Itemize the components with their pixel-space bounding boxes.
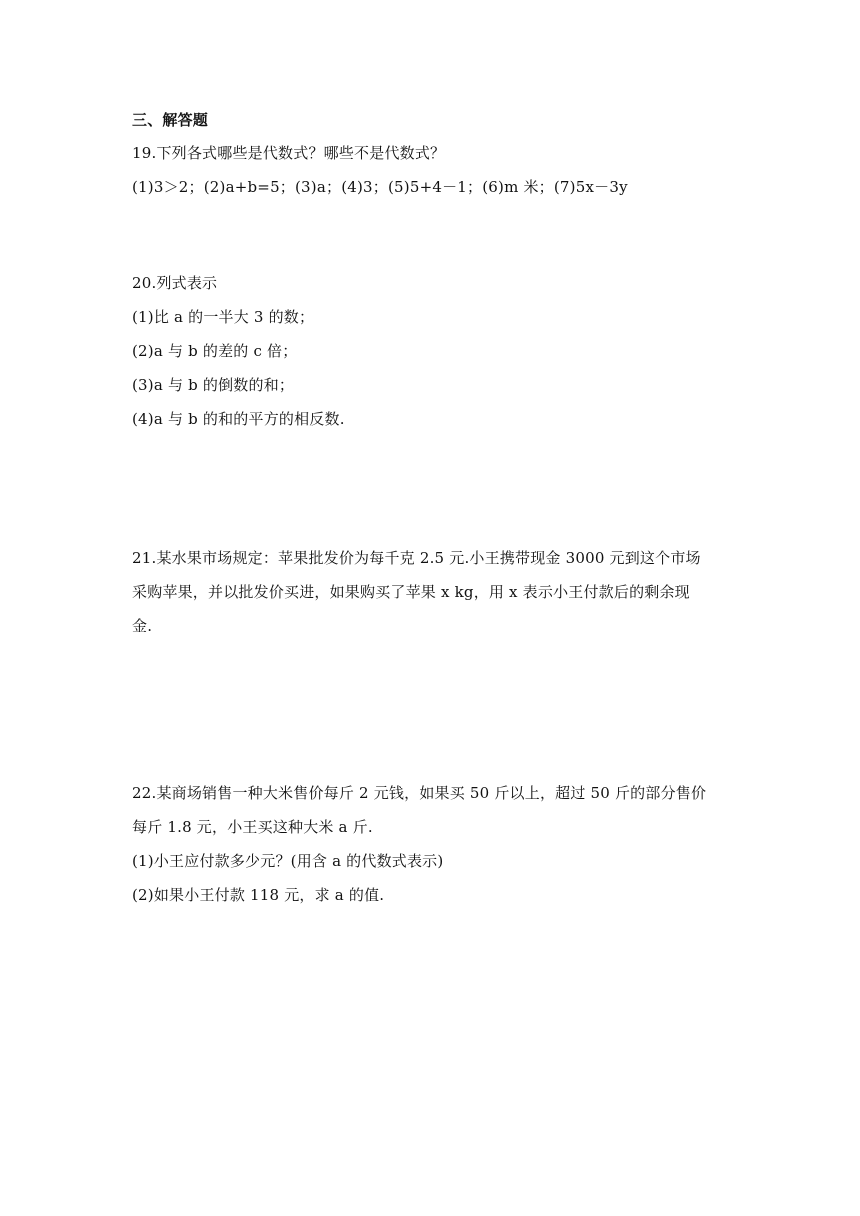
question-19-stem: 19.下列各式哪些是代数式？哪些不是代数式？ (132, 144, 446, 162)
question-20-part-2: (2)a 与 b 的差的 c 倍； (132, 342, 298, 360)
question-21-line-2: 采购苹果，并以批发价买进，如果购买了苹果 x kg，用 x 表示小王付款后的剩余现 (132, 583, 690, 601)
question-19-items: (1)3＞2；(2)a+b=5；(3)a；(4)3；(5)5+4－1；(6)m 米；(7)5x－3y (132, 178, 628, 196)
question-21-line-1: 21.某水果市场规定：苹果批发价为每千克 2.5 元.小王携带现金 3000 元到这个市场 (132, 549, 701, 567)
question-22-line-2: 每斤 1.8 元，小王买这种大米 a 斤. (132, 818, 373, 836)
question-20-part-4: (4)a 与 b 的和的平方的相反数. (132, 410, 345, 428)
question-21-line-3: 金. (132, 617, 153, 635)
question-20-part-1: (1)比 a 的一半大 3 的数； (132, 308, 315, 326)
question-22-part-2: (2)如果小王付款 118 元，求 a 的值. (132, 886, 385, 904)
question-20-stem: 20.列式表示 (132, 274, 218, 292)
question-22-line-1: 22.某商场销售一种大米售价每斤 2 元钱，如果买 50 斤以上，超过 50 斤的部分售价 (132, 784, 707, 802)
question-22-part-1: (1)小王应付款多少元？(用含 a 的代数式表示) (132, 852, 444, 870)
section-heading: 三、解答题 (132, 111, 209, 129)
question-20-part-3: (3)a 与 b 的倒数的和； (132, 376, 295, 394)
